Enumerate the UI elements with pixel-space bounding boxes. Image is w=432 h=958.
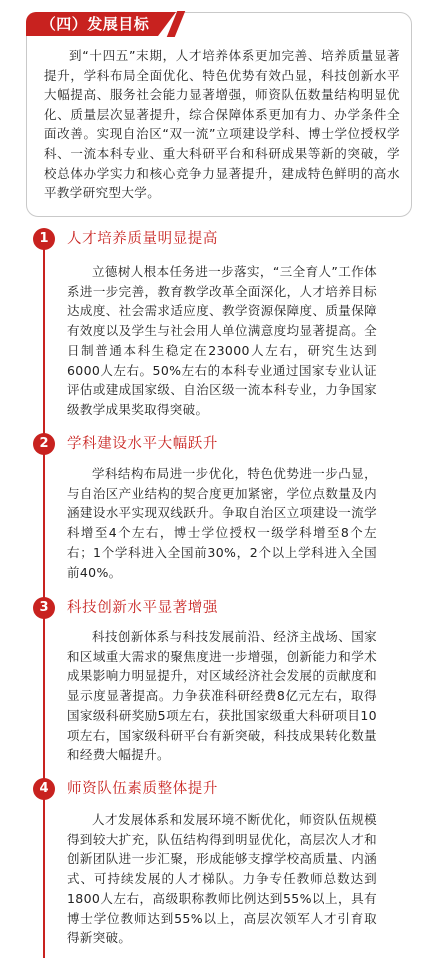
section-1-body: 立德树人根本任务进一步落实，“三全育人”工作体系进一步完善，教育教学改革全面深化，人才培养目标达成度、社会需求适应度、教学资源保障度、质量保障有效度以及学生与社会用人单位满意度均显著提高。全日制普通本科生稳定在23000人左右，研究生达到6000人左右。50%左右的本科专业通过国家专业认证评估或建成国家级、自治区级一流本科专业，力争国家级教学成果奖取得突破。 — [67, 264, 377, 417]
intro-heading: （四）发展目标 — [40, 15, 150, 33]
timeline-line — [43, 230, 45, 958]
section-4-title: 师资队伍素质整体提升 — [67, 781, 218, 797]
section-4-body: 人才发展体系和发展环境不断优化，师资队伍规模得到较大扩充，队伍结构得到明显优化，高层次人才和创新团队进一步汇聚，形成能够支撑学校高质量、内涵式、可持续发展的人才梯队。力争专任教师总数达到1800人左右，高级职称教师比例达到55%以上，具有博士学位教师达到55%以上，高层次领军人才引育取得新突破。 — [67, 812, 377, 946]
section-1-number-badge: 1 — [33, 228, 55, 250]
section-3-title: 科技创新水平显著增强 — [67, 600, 218, 616]
intro-paragraph: 到“十四五”末期，人才培养体系更加完善、培养质量显著提升，学科布局全面优化、特色优势有效凸显，科技创新水平大幅提高、服务社会能力显著增强，师资队伍数量结构明显优化、质量层次显著提升，综合保障体系更加有力、办学条件全面改善。实现自治区“双一流”立项建设学科、博士学位授权学科、一流本科专业、重大科研平台和科研成果等新的突破，学校总体办学实力和核心竞争力显著提升，建成特色鲜明的高水平教学研究型大学。 — [44, 48, 400, 201]
section-4-number-badge: 4 — [33, 778, 55, 800]
section-2-title: 学科建设水平大幅跃升 — [67, 436, 218, 452]
section-1-title: 人才培养质量明显提高 — [67, 231, 218, 247]
section-3-number-badge: 3 — [33, 597, 55, 619]
section-2-body: 学科结构布局进一步优化，特色优势进一步凸显，与自治区产业结构的契合度更加紧密，学位点数量及内涵建设水平实现双线跃升。争取自治区立项建设一流学科增至4个左右，博士学位授权一级学科增至8个左右；1个学科进入全国前30%，2个以上学科进入全国前40%。 — [67, 466, 377, 580]
section-3-body: 科技创新体系与科技发展前沿、经济主战场、国家和区域重大需求的聚焦度进一步增强，创新能力和学术成果影响力明显提升，对区域经济社会发展的贡献度和显示度显著提高。力争获准科研经费8亿元左右，取得国家级科研奖励5项左右，获批国家级重大科研项目10项左右，国家级科研平台有新突破，科技成果转化数量和经费大幅提升。 — [67, 629, 377, 763]
section-2-number-badge: 2 — [33, 433, 55, 455]
